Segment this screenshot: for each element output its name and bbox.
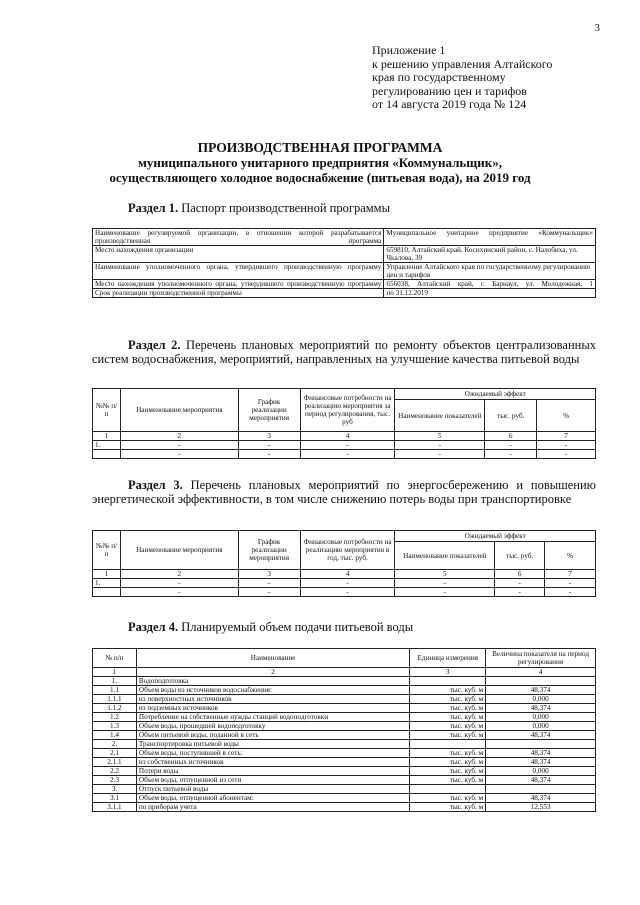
table-cell-name: Потребление на собственные нужды станций водоподготовки bbox=[136, 713, 409, 722]
header-rub: тыс. руб. bbox=[495, 542, 545, 570]
colnum-cell: 4 bbox=[300, 432, 395, 441]
table-cell-n: 3.1 bbox=[93, 794, 137, 803]
table-cell-n: 1.1 bbox=[93, 686, 137, 695]
colnum-cell: 2 bbox=[120, 570, 238, 579]
section-label: Раздел 2. bbox=[128, 338, 181, 352]
section-title: Паспорт производственной программы bbox=[181, 201, 390, 215]
section3-heading bbox=[92, 478, 596, 506]
table-row bbox=[93, 677, 596, 686]
colnum-cell: 7 bbox=[545, 570, 596, 579]
table-cell: - bbox=[485, 441, 537, 450]
table-cell: - bbox=[238, 441, 300, 450]
header-name: Наименование мероприятия bbox=[120, 531, 238, 570]
table-cell-name: Объем воды, прошедшей водоподготовку bbox=[136, 722, 409, 731]
colnum-cell: 6 bbox=[485, 432, 537, 441]
table-cell: 659810, Алтайский край, Косихинский район, с. Налобиха, ул. Чкалова, 39 bbox=[384, 246, 596, 263]
colnum-cell: 7 bbox=[537, 432, 596, 441]
table-cell-unit: тыс. куб. м bbox=[410, 713, 486, 722]
table-row bbox=[93, 263, 596, 280]
table-cell-value bbox=[486, 785, 596, 794]
table-row bbox=[93, 776, 596, 785]
table-cell-name: Объем воды, отпущенной из сети bbox=[136, 776, 409, 785]
header-pct: % bbox=[545, 542, 596, 570]
table-cell-unit bbox=[410, 677, 486, 686]
table-cell-name: Объем питьевой воды, поданной в сеть bbox=[136, 731, 409, 740]
table-cell-value: 48,374 bbox=[486, 776, 596, 785]
table-cell-value bbox=[486, 740, 596, 749]
header-num: № п/п bbox=[93, 649, 137, 668]
table-header-row bbox=[93, 389, 596, 400]
title-line: ПРОИЗВОДСТВЕННАЯ ПРОГРАММА bbox=[197, 140, 443, 155]
header-unit: Единица измерения bbox=[410, 649, 486, 668]
table-cell bbox=[93, 588, 121, 597]
header-schedule: График реализации мероприятия bbox=[238, 389, 300, 432]
header-value: Величина показателя на период регулирования bbox=[486, 649, 596, 668]
table-cell: - bbox=[537, 441, 596, 450]
table-row bbox=[93, 450, 596, 459]
section4-body bbox=[93, 677, 596, 812]
table-row bbox=[93, 588, 596, 597]
section4-heading bbox=[128, 620, 413, 635]
table-row bbox=[93, 229, 596, 246]
table-cell-n: 3.1.1 bbox=[93, 803, 137, 812]
header-effect: Ожидаемый эффект bbox=[395, 389, 596, 400]
title-line: осуществляющего холодное водоснабжение (питьевая вода), на 2019 год bbox=[109, 170, 531, 185]
table-cell-n: 1.1.2 bbox=[93, 704, 137, 713]
table-cell: - bbox=[537, 450, 596, 459]
table-cell-n: 2.1.1 bbox=[93, 758, 137, 767]
header-num: №№ п/п bbox=[93, 531, 121, 570]
table-cell-unit: тыс. куб. м bbox=[410, 686, 486, 695]
appendix-line: Приложение 1 bbox=[372, 43, 446, 57]
header-name: Наименование мероприятия bbox=[120, 389, 238, 432]
table-cell: - bbox=[545, 579, 596, 588]
table-cell: - bbox=[495, 588, 545, 597]
table-row bbox=[93, 686, 596, 695]
table-cell-n: 2.2 bbox=[93, 767, 137, 776]
table-cell-name: Объем воды, отпущенной абонентам: bbox=[136, 794, 409, 803]
table-cell-name: Водоподготовка bbox=[136, 677, 409, 686]
table-cell-unit: тыс. куб. м bbox=[410, 704, 486, 713]
table-cell: Управление Алтайского края по государственному регулированию цен и тарифов bbox=[384, 263, 596, 280]
colnum-cell: 3 bbox=[238, 432, 300, 441]
table-row bbox=[93, 740, 596, 749]
table-row bbox=[93, 794, 596, 803]
appendix-line: края по государственному bbox=[372, 70, 506, 84]
table-cell-value: 48,374 bbox=[486, 749, 596, 758]
table-cell: - bbox=[120, 588, 238, 597]
table-cell-n: 2.1 bbox=[93, 749, 137, 758]
appendix-line: регулированию цен и тарифов bbox=[372, 83, 527, 98]
table-cell-unit: тыс. куб. м bbox=[410, 695, 486, 704]
table-cell-name: Объем воды, поступившей в сеть: bbox=[136, 749, 409, 758]
table-cell-n: 1.4 bbox=[93, 731, 137, 740]
table-row bbox=[93, 758, 596, 767]
colnum-cell: 3 bbox=[238, 570, 300, 579]
header-pct: % bbox=[537, 400, 596, 432]
table-cell: Муниципальное унитарное предприятие «Коммунальщик» bbox=[384, 229, 596, 246]
table-cell: Наименование регулируемой организации, в отношении которой разрабатывается производственная программа bbox=[93, 229, 384, 246]
colnum-cell: 5 bbox=[395, 432, 485, 441]
table-colnum-row bbox=[93, 432, 596, 441]
colnum-cell: 2 bbox=[120, 432, 238, 441]
table-cell: - bbox=[545, 588, 596, 597]
table-cell bbox=[93, 450, 121, 459]
title-line: муниципального унитарного предприятия «Коммунальщик», bbox=[138, 155, 502, 170]
section-label: Раздел 4. bbox=[128, 620, 179, 634]
table-cell-name: Отпуск питьевой воды bbox=[136, 785, 409, 794]
table-cell-unit: тыс. куб. м bbox=[410, 776, 486, 785]
appendix-line: от 14 августа 2019 года № 124 bbox=[372, 97, 527, 111]
header-indicators: Наименование показателей bbox=[395, 542, 495, 570]
table-cell: Место нахождения уполномоченного органа, утвердившего производственную программу bbox=[93, 280, 384, 289]
table-cell-name: Объем воды из источников водоснабжения: bbox=[136, 686, 409, 695]
section2-table bbox=[92, 388, 596, 459]
table-cell-n: 1.1.1 bbox=[93, 695, 137, 704]
header-finance: Финансовые потребности на реализацию мероприятия за период регулирования, тыс. руб bbox=[300, 389, 395, 432]
colnum-cell: 6 bbox=[495, 570, 545, 579]
section-title: Планируемый объем подачи питьевой воды bbox=[181, 620, 414, 634]
colnum-cell: 4 bbox=[486, 668, 596, 677]
table-cell: - bbox=[395, 588, 495, 597]
table-cell-value: 0,000 bbox=[486, 767, 596, 776]
page-number: 3 bbox=[594, 22, 600, 34]
table-cell-name: из поверхностных источников bbox=[136, 695, 409, 704]
table-cell: - bbox=[495, 579, 545, 588]
table-cell-value bbox=[486, 677, 596, 686]
table-cell-name: Транспортировка питьевой воды bbox=[136, 740, 409, 749]
table-cell-n: 2. bbox=[93, 740, 137, 749]
table-cell: 656038, Алтайский край, г. Барнаул, ул. Молодежная, 1 bbox=[384, 280, 596, 289]
table-cell: - bbox=[485, 450, 537, 459]
table-cell-unit: тыс. куб. м bbox=[410, 794, 486, 803]
table-cell: Наименование уполномоченного органа, утвердившего производственную программу bbox=[93, 263, 384, 280]
table-cell: по 31.12.2019 bbox=[384, 289, 596, 298]
table-cell-n: 1. bbox=[93, 677, 137, 686]
table-row bbox=[93, 441, 596, 450]
table-row bbox=[93, 731, 596, 740]
table-colnum-row bbox=[93, 570, 596, 579]
table-cell: Срок реализации производственной программы bbox=[93, 289, 384, 298]
table-row bbox=[93, 749, 596, 758]
table-cell: - bbox=[238, 579, 300, 588]
table-row bbox=[93, 280, 596, 289]
section3-table bbox=[92, 530, 596, 597]
colnum-cell: 3 bbox=[410, 668, 486, 677]
table-cell-value: 48,374 bbox=[486, 704, 596, 713]
table-cell-n: 1.2 bbox=[93, 713, 137, 722]
appendix-block bbox=[372, 44, 612, 112]
table-row bbox=[93, 579, 596, 588]
table-cell-value: 0,000 bbox=[486, 713, 596, 722]
table-cell: - bbox=[395, 450, 485, 459]
table-cell-unit bbox=[410, 785, 486, 794]
table-cell-unit: тыс. куб. м bbox=[410, 803, 486, 812]
table-row bbox=[93, 785, 596, 794]
table-cell-name: из подземных источников bbox=[136, 704, 409, 713]
table-cell: - bbox=[395, 579, 495, 588]
header-indicators: Наименование показателей bbox=[395, 400, 485, 432]
table-cell-n: 1.3 bbox=[93, 722, 137, 731]
table-cell: - bbox=[300, 579, 395, 588]
table-cell-unit bbox=[410, 740, 486, 749]
table-cell-unit: тыс. куб. м bbox=[410, 722, 486, 731]
table-cell-name: из собственных источников bbox=[136, 758, 409, 767]
header-finance: Финансовые потребности на реализацию мероприятия в год, тыс. руб. bbox=[300, 531, 395, 570]
table-row bbox=[93, 289, 596, 298]
table-row bbox=[93, 246, 596, 263]
header-rub: тыс. руб. bbox=[485, 400, 537, 432]
section4-table bbox=[92, 648, 596, 812]
table-cell: - bbox=[238, 588, 300, 597]
table-cell-name: Потери воды bbox=[136, 767, 409, 776]
table-cell-value: 48,374 bbox=[486, 794, 596, 803]
header-num: №№ п/п bbox=[93, 389, 121, 432]
table-cell-value: 48,374 bbox=[486, 686, 596, 695]
table-cell: - bbox=[238, 450, 300, 459]
section-title: Перечень плановых мероприятий по ремонту объектов централизованных систем водоснабжения, мероприятий, направленных на улучшение качества питьевой воды bbox=[92, 338, 596, 366]
table-cell-value: 48,374 bbox=[486, 731, 596, 740]
colnum-cell: 5 bbox=[395, 570, 495, 579]
colnum-cell: 1 bbox=[93, 668, 137, 677]
table-cell: 1. bbox=[93, 441, 121, 450]
table-cell: - bbox=[300, 441, 395, 450]
header-effect: Ожидаемый эффект bbox=[395, 531, 596, 542]
section-label: Раздел 3. bbox=[128, 478, 183, 492]
table-row bbox=[93, 704, 596, 713]
table-cell: - bbox=[300, 588, 395, 597]
table-row bbox=[93, 713, 596, 722]
header-schedule: График реализации мероприятия bbox=[238, 531, 300, 570]
table-cell: - bbox=[120, 579, 238, 588]
table-cell-name: по приборам учета bbox=[136, 803, 409, 812]
table-row bbox=[93, 767, 596, 776]
document-title bbox=[0, 140, 640, 185]
colnum-cell: 2 bbox=[136, 668, 409, 677]
table-cell: - bbox=[120, 450, 238, 459]
table-cell-value: 0,000 bbox=[486, 722, 596, 731]
section2-heading bbox=[92, 338, 596, 366]
table-cell-unit: тыс. куб. м bbox=[410, 767, 486, 776]
section1-heading bbox=[128, 201, 390, 216]
colnum-cell: 4 bbox=[300, 570, 395, 579]
table-cell-value: 48,374 bbox=[486, 758, 596, 767]
section-title: Перечень плановых мероприятий по энергосбережению и повышению энергетической эффективности, в том числе снижению потерь воды при транспортировке bbox=[92, 478, 597, 506]
table-cell: - bbox=[395, 441, 485, 450]
table-cell: - bbox=[300, 450, 395, 459]
table-cell-value: 12,553 bbox=[486, 803, 596, 812]
table-cell-unit: тыс. куб. м bbox=[410, 731, 486, 740]
section-label: Раздел 1. bbox=[128, 201, 179, 215]
colnum-cell: 1 bbox=[93, 570, 121, 579]
table-header-row bbox=[93, 649, 596, 668]
table-cell-n: 3. bbox=[93, 785, 137, 794]
table-cell-value: 0,000 bbox=[486, 695, 596, 704]
table-cell-unit: тыс. куб. м bbox=[410, 758, 486, 767]
table-row bbox=[93, 695, 596, 704]
colnum-cell: 1 bbox=[93, 432, 121, 441]
table-colnum-row bbox=[93, 668, 596, 677]
passport-table bbox=[92, 228, 596, 298]
header-name: Наименование bbox=[136, 649, 409, 668]
appendix-line: к решению управления Алтайского bbox=[372, 56, 553, 71]
table-header-row bbox=[93, 531, 596, 542]
table-cell: 1. bbox=[93, 579, 121, 588]
table-cell: - bbox=[120, 441, 238, 450]
table-cell-unit: тыс. куб. м bbox=[410, 749, 486, 758]
table-cell: Место нахождения организации bbox=[93, 246, 384, 263]
table-row bbox=[93, 722, 596, 731]
table-row bbox=[93, 803, 596, 812]
table-cell-n: 2.3 bbox=[93, 776, 137, 785]
